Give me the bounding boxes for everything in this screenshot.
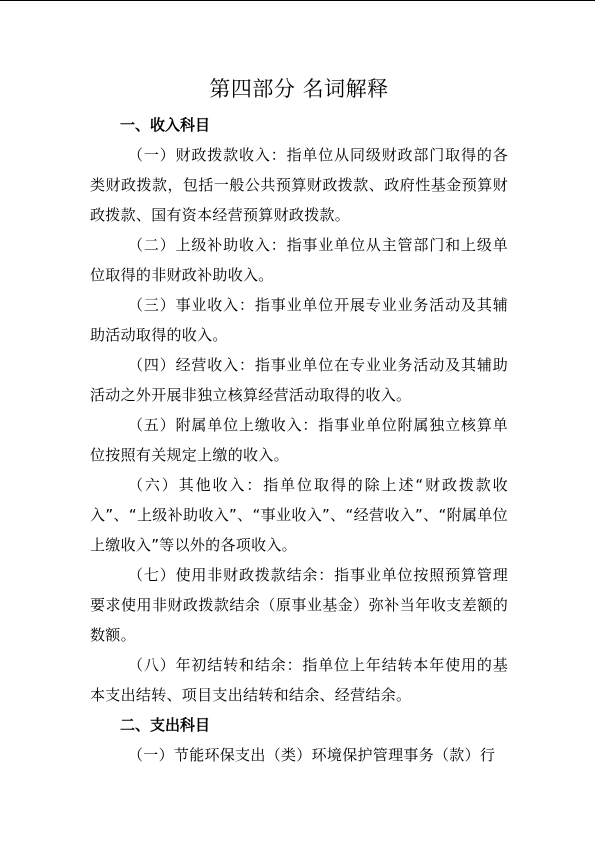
- document-page: [90, 72, 508, 770]
- top-border-line: [0, 0, 595, 1]
- section-expenditure-subjects: [90, 710, 508, 770]
- definition-paragraph: （六）其他收入：指单位取得的除上述“财政拨款收入”、“上级补助收入”、“事业收入”、“经营收入”、“附属单位上缴收入”等以外的各项收入。: [90, 476, 508, 554]
- definition-paragraph: （三）事业收入：指事业单位开展专业业务活动及其辅助活动取得的收入。: [90, 296, 508, 344]
- page-title: 第四部分 名词解释: [209, 77, 389, 101]
- section-income-subjects: [90, 110, 508, 710]
- definition-paragraph: （八）年初结转和结余：指单位上年结转本年使用的基本支出结转、项目支出结转和结余、经营结余。: [90, 656, 508, 704]
- definition-paragraph: （四）经营收入：指事业单位在专业业务活动及其辅助活动之外开展非独立核算经营活动取得的收入。: [90, 356, 508, 404]
- definition-paragraph: （一）节能环保支出（类）环境保护管理事务（款）行: [128, 746, 496, 764]
- definition-paragraph: （一）财政拨款收入：指单位从同级财政部门取得的各类财政拨款，包括一般公共预算财政拨款、政府性基金预算财政拨款、国有资本经营预算财政拨款。: [90, 146, 508, 224]
- definition-paragraph: （二）上级补助收入：指事业单位从主管部门和上级单位取得的非财政补助收入。: [90, 236, 508, 284]
- section-heading: 一、收入科目: [120, 116, 211, 134]
- definition-paragraph: （五）附属单位上缴收入：指事业单位附属独立核算单位按照有关规定上缴的收入。: [90, 416, 508, 464]
- section-heading: 二、支出科目: [120, 716, 211, 734]
- definition-paragraph: （七）使用非财政拨款结余：指事业单位按照预算管理要求使用非财政拨款结余（原事业基金）弥补当年收支差额的数额。: [90, 566, 508, 644]
